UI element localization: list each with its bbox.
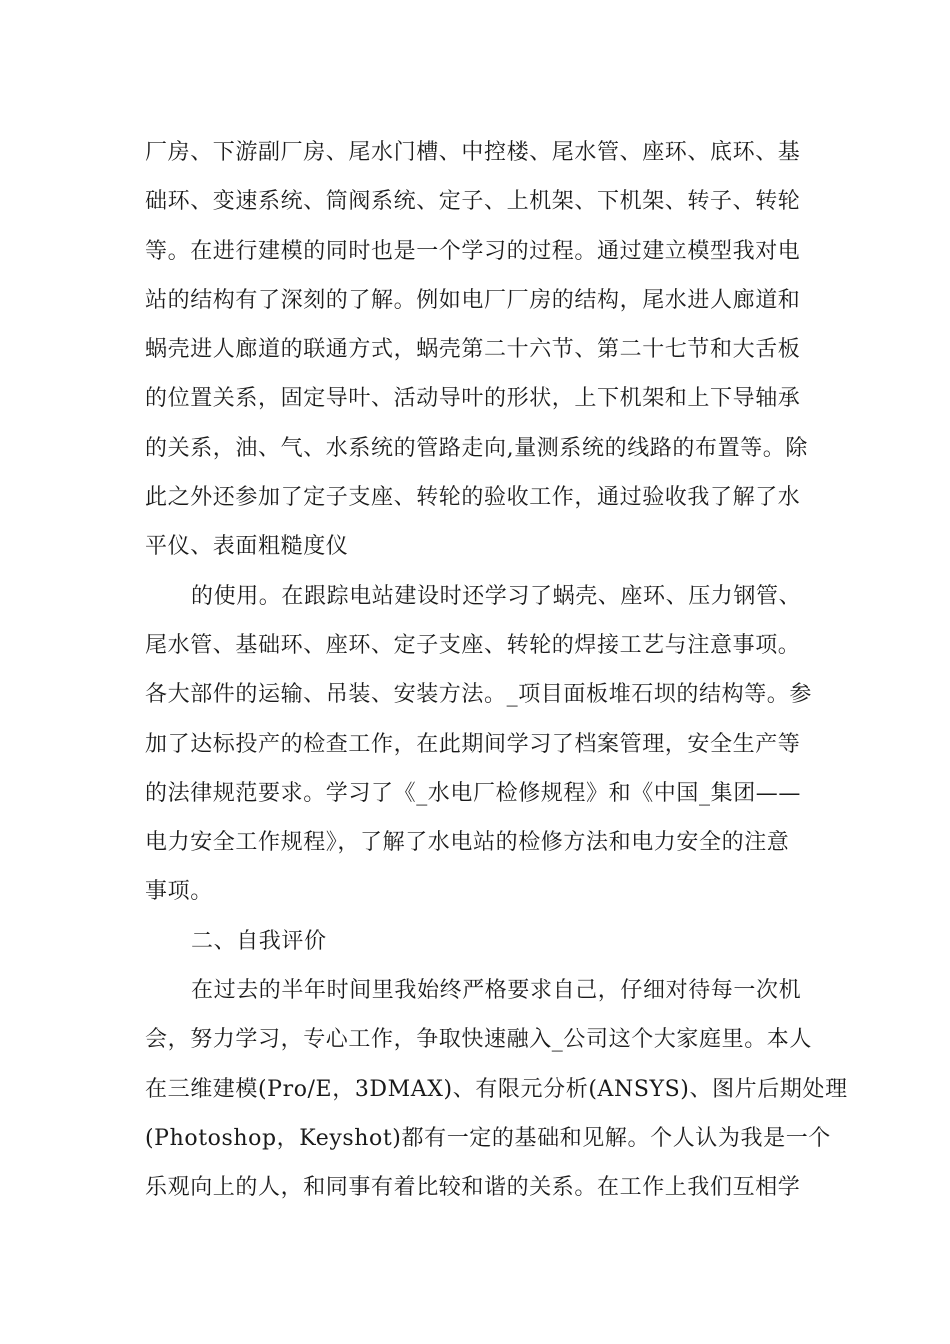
text-line: 事项。 (145, 879, 213, 905)
text-line: 乐观向上的人，和同事有着比较和谐的关系。在工作上我们互相学 (145, 1175, 801, 1201)
paragraph-modeling-work (145, 128, 810, 572)
text-line: 平仪、表面粗糙度仪 (145, 534, 349, 560)
section-heading-self-evaluation (145, 917, 810, 966)
text-line: 的法律规范要求。学习了《_水电厂检修规程》和《中国_集团—— (145, 780, 802, 806)
document-body (145, 128, 848, 1213)
text-line: 加了达标投产的检查工作，在此期间学习了档案管理，安全生产等 (145, 731, 801, 757)
text-line: 础环、变速系统、筒阀系统、定子、上机架、下机架、转子、转轮 (145, 189, 801, 215)
text-line: 站的结构有了深刻的了解。例如电厂厂房的结构，尾水进人廊道和 (145, 287, 801, 313)
text-line: 电力安全工作规程》，了解了水电站的检修方法和电力安全的注意 (145, 830, 790, 856)
section-heading: 二、自我评价 (191, 928, 327, 954)
text-line: 尾水管、基础环、座环、定子支座、转轮的焊接工艺与注意事项。 (145, 632, 801, 658)
text-line: 蜗壳进人廊道的联通方式，蜗壳第二十六节、第二十七节和大舌板 (145, 337, 801, 363)
text-line: 的使用。在跟踪电站建设时还学习了蜗壳、座环、压力钢管、 (191, 583, 802, 609)
text-line: 的关系，油、气、水系统的管路走向,量测系统的线路的布置等。除 (145, 435, 808, 461)
text-line: (Photoshop，Keyshot)都有一定的基础和见解。个人认为我是一个 (145, 1125, 831, 1151)
text-line: 各大部件的运输、吊装、安装方法。_项目面板堆石坝的结构等。参 (145, 682, 813, 708)
text-line: 此之外还参加了定子支座、转轮的验收工作，通过验收我了解了水 (145, 485, 801, 511)
text-line: 的位置关系，固定导叶、活动导叶的形状，上下机架和上下导轴承 (145, 386, 801, 412)
text-line: 在过去的半年时间里我始终严格要求自己，仔细对待每一次机 (191, 978, 802, 1004)
text-line: 在三维建模(Pro/E，3DMAX)、有限元分析(ANSYS)、图片后期处理 (145, 1076, 848, 1102)
paragraph-construction-tracking (145, 572, 813, 917)
text-line: 厂房、下游副厂房、尾水门槽、中控楼、尾水管、座环、底环、基 (145, 140, 801, 165)
paragraph-self-evaluation (145, 966, 848, 1212)
text-line: 等。在进行建模的同时也是一个学习的过程。通过建立模型我对电 (145, 238, 801, 264)
text-line: 会，努力学习，专心工作，争取快速融入_公司这个大家庭里。本人 (145, 1027, 813, 1053)
